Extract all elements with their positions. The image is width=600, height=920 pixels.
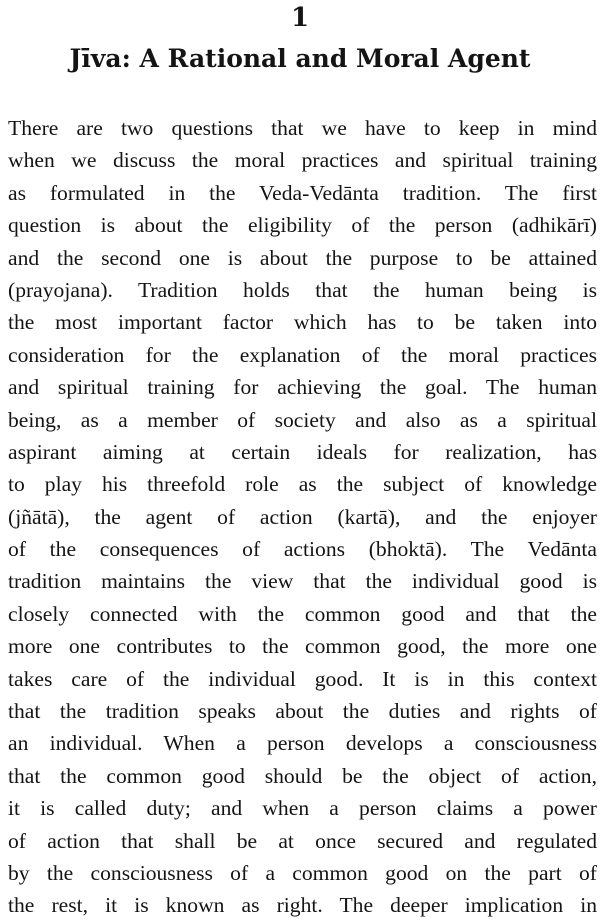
text-line: tradition maintains the view that the individual good is xyxy=(8,569,597,594)
text-line: the most important factor which has to be taken into xyxy=(8,310,597,335)
text-line: aspirant aiming at certain ideals for realization, has xyxy=(8,439,597,464)
text-line: being, as a member of society and also as a spiritual xyxy=(8,407,597,432)
text-line: of action that shall be at once secured and regulated xyxy=(8,828,597,853)
text-line: (prayojana). Tradition holds that the human being is xyxy=(8,277,597,302)
text-line: by the consciousness of a common good on the part of xyxy=(8,860,597,885)
text-line: that the common good should be the object of action, xyxy=(8,763,597,788)
text-line: consideration for the explanation of the moral practices xyxy=(8,342,597,367)
text-line: (jñātā), the agent of action (kartā), and the enjoyer xyxy=(8,504,597,529)
text-line: the rest, it is known as right. The deeper implication in xyxy=(8,893,597,918)
text-line: takes care of the individual good. It is in this context xyxy=(8,666,597,691)
text-line: There are two questions that we have to keep in mind xyxy=(8,116,597,140)
text-line: of the consequences of actions (bhoktā). The Vedānta xyxy=(8,537,597,562)
text-line: when we discuss the moral practices and spiritual training xyxy=(8,148,597,173)
text-line: question is about the eligibility of the person (adhikārī) xyxy=(8,213,597,238)
text-line: it is called duty; and when a person claims a power xyxy=(8,796,597,821)
text-line: and spiritual training for achieving the goal. The human xyxy=(8,375,597,400)
text-line: closely connected with the common good and that the xyxy=(8,601,597,626)
text-line: to play his threefold role as the subject of knowledge xyxy=(8,472,597,497)
text-line: as formulated in the Veda-Vedānta tradition. The first xyxy=(8,180,597,205)
text-line: and the second one is about the purpose to be attained xyxy=(8,245,597,270)
chapter-number: 1 xyxy=(290,3,310,33)
text-line: that the tradition speaks about the duties and rights of xyxy=(8,699,597,724)
text-line: an individual. When a person develops a consciousness xyxy=(8,731,597,756)
body-paragraph xyxy=(8,112,597,920)
text-line: more one contributes to the common good, the more one xyxy=(8,634,597,659)
chapter-title: Jīva: A Rational and Moral Agent xyxy=(69,44,531,73)
